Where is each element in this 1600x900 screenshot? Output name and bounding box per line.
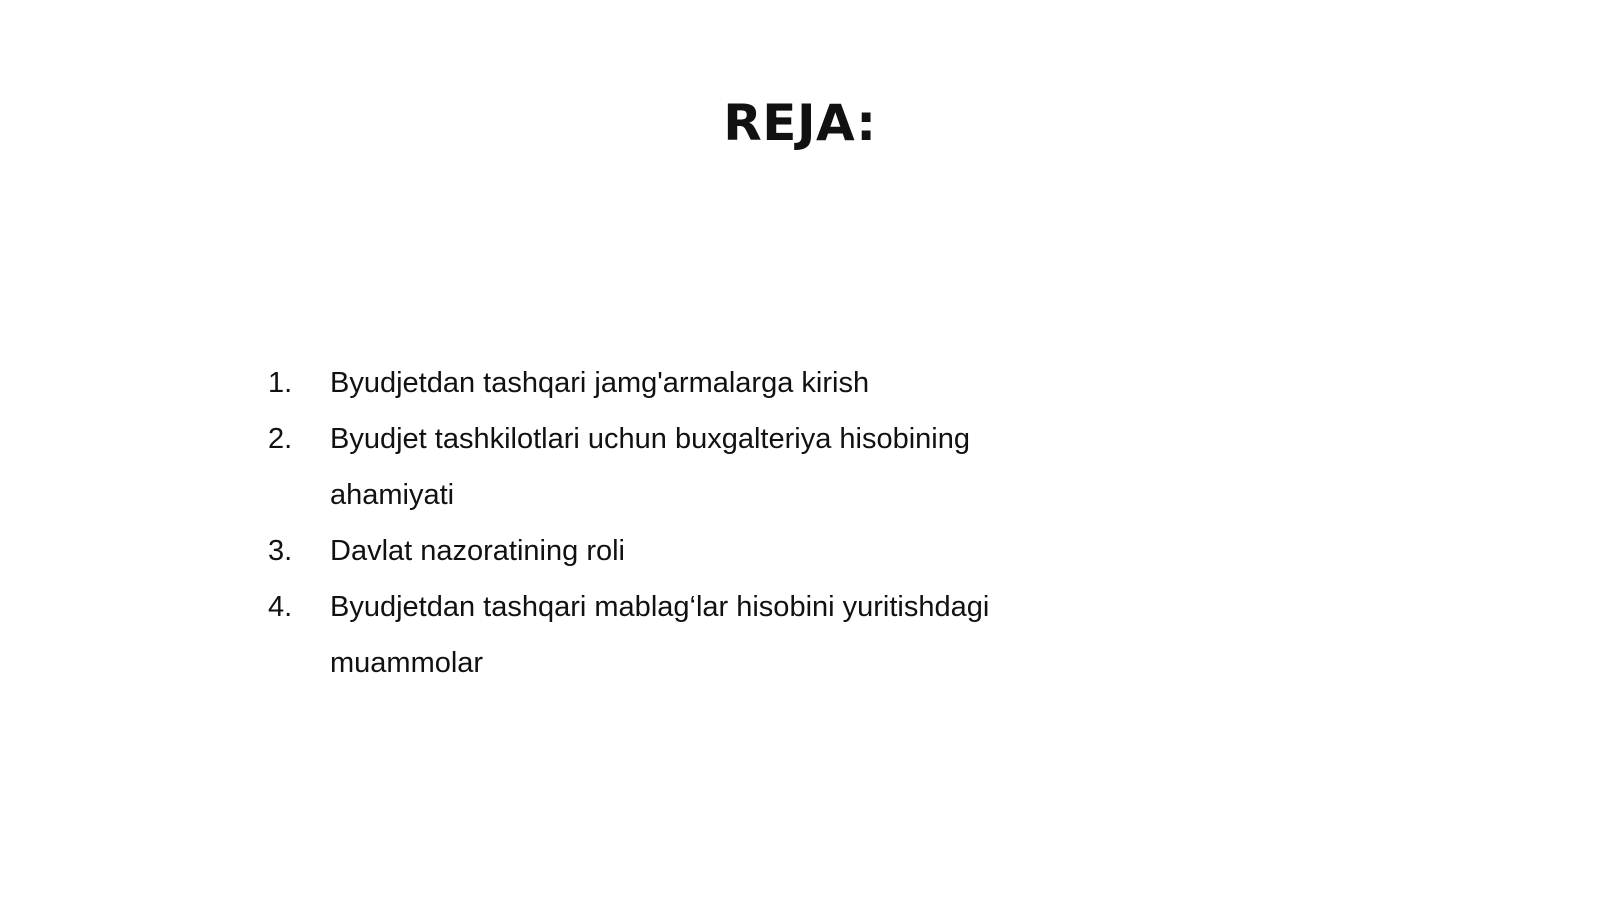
list-item-text: Davlat nazoratining roli	[330, 535, 625, 567]
list-item-number: 1.	[268, 367, 293, 399]
list-item	[268, 523, 1068, 579]
list-item-text: Byudjetdan tashqari jamg'armalarga kirish	[330, 367, 870, 399]
plan-list	[268, 355, 1068, 691]
list-item	[268, 355, 1068, 411]
list-item-number: 3.	[268, 535, 293, 567]
list-item-number: 4.	[268, 591, 293, 623]
list-item	[268, 411, 1068, 523]
list-item-text: Byudjet tashkilotlari uchun buxgalteriya hisobining ahamiyati	[330, 423, 970, 511]
list-item-text: Byudjetdan tashqari mablag‘lar hisobini yuritishdagi muammolar	[330, 591, 990, 679]
slide-title: REJA:	[723, 94, 877, 152]
list-item	[268, 579, 1068, 691]
list-item-number: 2.	[268, 423, 293, 455]
